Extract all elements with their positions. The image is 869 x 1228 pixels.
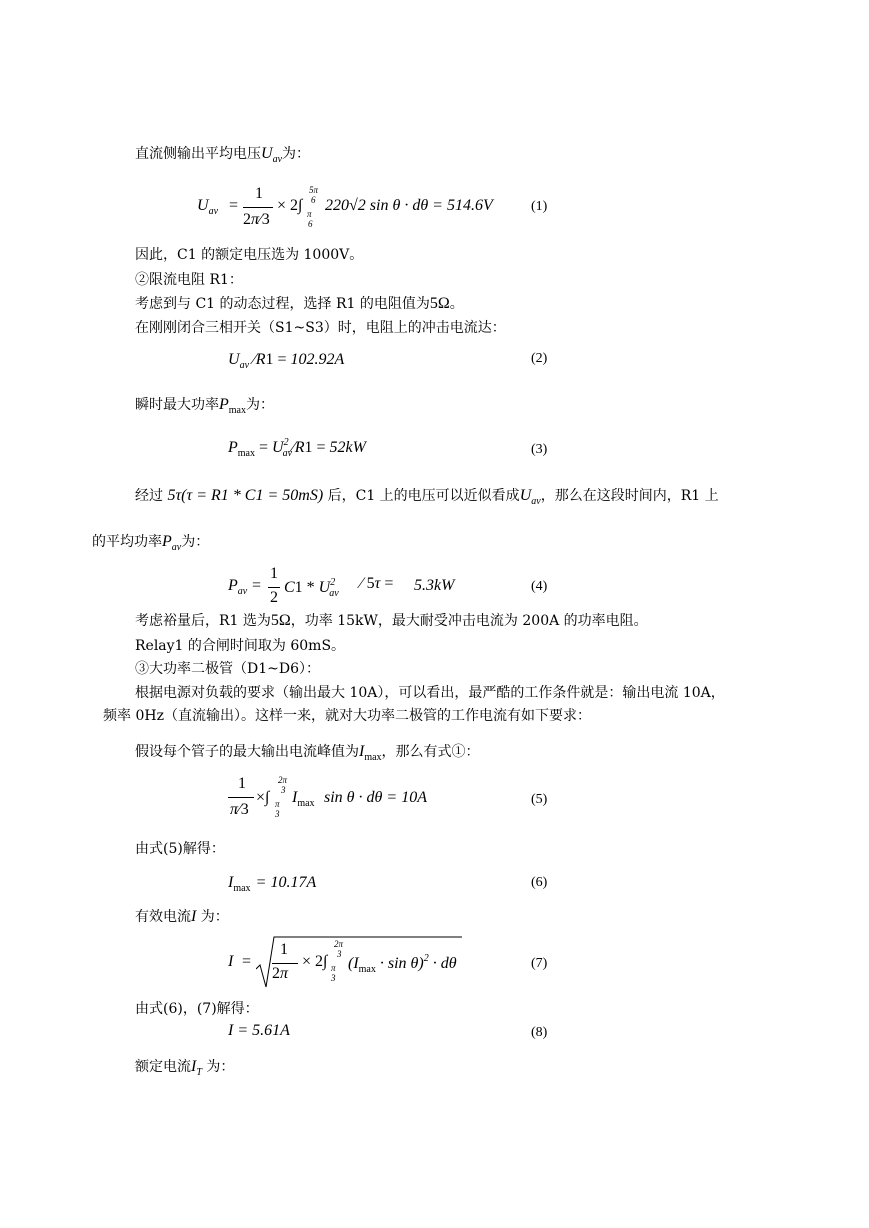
paragraph: 有效电流I 为： <box>135 908 229 925</box>
text: ，功率 15kW，最大耐受冲击电流为 200A 的功率电阻。 <box>290 613 648 629</box>
equation-number: (1) <box>531 199 548 214</box>
equation-5-rhs: sin θ · dθ = 10A <box>324 789 427 806</box>
text: 假设每个管子的最大输出电流峰值为 <box>135 744 359 760</box>
text: 经过 <box>135 488 163 504</box>
equation-number: (2) <box>531 351 548 366</box>
section-heading: ②限流电阻 R1： <box>135 272 243 288</box>
text: 后，C1 上的电压可以近似看成 <box>327 488 520 504</box>
text: 有效电流 <box>135 909 191 925</box>
math: 5Ω <box>429 295 450 312</box>
equation-number: (4) <box>531 579 548 594</box>
equation-8: I = 5.61A <box>228 1022 290 1039</box>
text: 考虑到与 C1 的动态过程，选择 R1 的电阻值为 <box>135 296 430 312</box>
equation-number: (3) <box>531 442 548 457</box>
text: 为： <box>246 397 274 413</box>
text: 为： <box>206 1059 235 1075</box>
paragraph: 由式(5)解得： <box>135 841 225 857</box>
equation-3: $P_{max}$ = $U^2_{av}∕R1 = 52kW$ <box>228 437 366 459</box>
paragraph <box>135 612 648 630</box>
equation-4: $P_{av}$ = 1 2 $C1 * U^2_{av}$ ∕ 5τ = 5.3kW <box>228 565 455 606</box>
paragraph: 因此，C1 的额定电压选为 1000V。 <box>135 247 364 263</box>
paragraph: 的平均功率$P_{av}$为： <box>92 533 210 553</box>
text: ，那么有式①： <box>381 744 480 760</box>
equation-number: (8) <box>531 1025 548 1040</box>
equation-2: $U_{av}$ ∕R1 = 102.92A <box>228 351 345 371</box>
paragraph: 假设每个管子的最大输出电流峰值为$I_{max}$，那么有式①： <box>135 743 480 763</box>
equation-1-rhs: 220√2 sin θ · dθ = 514.6V <box>325 197 493 214</box>
paragraph: 由式(6)，(7)解得： <box>135 1001 259 1017</box>
paragraph-uav-intro: 直流侧输出平均电压$U_{av}$为： <box>135 145 311 165</box>
equation-number: (5) <box>531 792 548 807</box>
equation-7: I = 1 2π × 2∫ 2π 3 π 3 $(I_{max} \cdot \sin \theta)^2 \cdot d\theta$ <box>228 935 468 990</box>
paragraph: 瞬时最大功率$P_{max}$为： <box>135 396 274 416</box>
text: ，那么在这段时间内，R1 上 <box>540 488 719 504</box>
equation-1: $U_{av}$ = 1 2π∕3 × 2∫ 5π 6 π 6 220√2 sin θ · dθ = 514.6V <box>197 185 493 229</box>
equation-number: (7) <box>531 956 548 971</box>
text: 为： <box>200 909 229 925</box>
equation-number: (6) <box>531 875 548 890</box>
paragraph <box>135 295 464 313</box>
paragraph: 额定电流$I_T$ 为： <box>135 1058 235 1078</box>
paragraph: 频率 0Hz（直流输出）。这样一来，就对大功率二极管的工作电流有如下要求： <box>103 708 591 724</box>
text: 为： <box>282 146 311 162</box>
paragraph: 经过 5τ(τ = R1 * C1 = 50mS) 后，C1 上的电压可以近似看成$U_{av}$，那么在这段时间内，R1 上 <box>135 487 719 507</box>
text: 瞬时最大功率 <box>135 397 219 413</box>
paragraph: Relay1 的合闸时间取为 60mS。 <box>135 638 346 654</box>
math: 5τ(τ = R1 * C1 = 50mS) <box>167 487 324 504</box>
text: 考虑裕量后，R1 选为 <box>135 613 271 629</box>
equation-2-rhs: 102.92A <box>290 351 345 368</box>
paragraph: 根据电源对负载的要求（输出最大 10A），可以看出，最严酷的工作条件就是：输出电流 10A， <box>135 685 725 701</box>
section-heading: ③大功率二极管（D1~D6）： <box>135 661 320 677</box>
text: 直流侧输出平均电压 <box>135 146 261 162</box>
text: 的平均功率 <box>92 534 162 550</box>
equation-4-rhs: 5.3kW <box>414 577 455 594</box>
text: 。 <box>449 296 464 312</box>
equation-6-rhs: = 10.17A <box>255 874 317 891</box>
equation-6: $I_{max} = 10.17A$ <box>228 874 317 894</box>
paragraph: 在刚刚闭合三相开关（S1~S3）时，电阻上的冲击电流达： <box>135 320 506 336</box>
text: 额定电流 <box>135 1059 191 1075</box>
math: 5Ω <box>270 612 291 629</box>
equation-5: 1 π∕3 ×∫ 2π 3 π 3 $I_{max}$ sin θ · dθ = 10A <box>230 775 427 819</box>
equation-3-rhs: 52kW <box>329 439 366 456</box>
text: 为： <box>181 534 210 550</box>
